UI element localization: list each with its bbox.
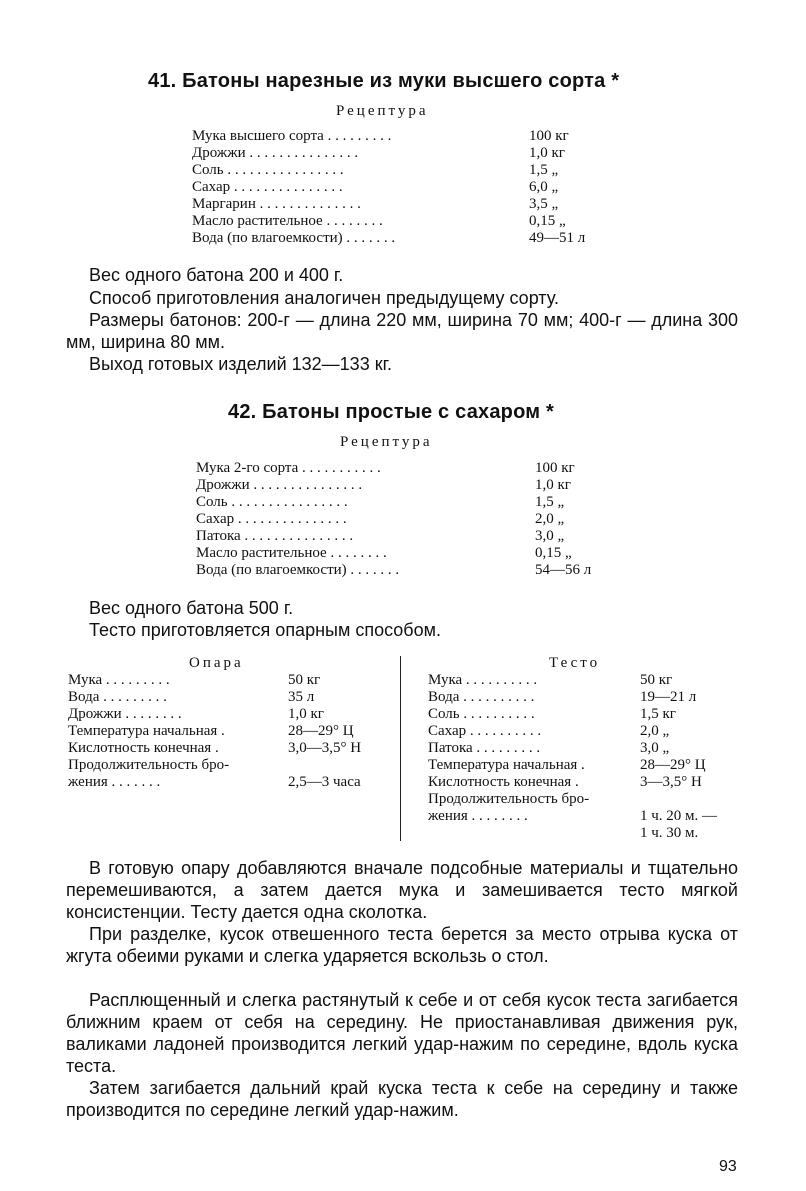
- ingredient-name: Вода (по влагоемкости) . . . . . . .: [196, 562, 400, 578]
- ingredient-quantity: 6,0 „: [529, 179, 559, 195]
- ingredient-quantity: 35 л: [288, 689, 315, 705]
- ingredient-name: Соль . . . . . . . . . .: [428, 706, 535, 722]
- ingredient-name: жения . . . . . . . .: [428, 808, 528, 824]
- ingredient-name: Соль . . . . . . . . . . . . . . . .: [196, 494, 348, 510]
- page-number: 93: [719, 1158, 737, 1175]
- ingredient-quantity: 2,5—3 часа: [288, 774, 361, 790]
- ingredient-name: Масло растительное . . . . . . . .: [192, 213, 383, 229]
- recipe-41-title: 41. Батоны нарезные из муки высшего сорта *: [148, 70, 620, 92]
- ingredient-name: Мука . . . . . . . . . .: [428, 672, 538, 688]
- ingredient-name: Соль . . . . . . . . . . . . . . . .: [192, 162, 344, 178]
- ingredient-name: Сахар . . . . . . . . . . . . . . .: [192, 179, 343, 195]
- ingredient-quantity: 3,0—3,5° Н: [288, 740, 362, 756]
- ingredient-quantity: 1,5 „: [535, 494, 565, 510]
- ingredient-quantity: 49—51 л: [529, 230, 586, 246]
- ingredient-name: Продолжительность бро-: [68, 757, 230, 773]
- column-divider: [400, 656, 401, 841]
- ingredient-name: Продолжительность бро-: [428, 791, 590, 807]
- ingredient-quantity: 0,15 „: [535, 545, 572, 561]
- ingredient-quantity: 19—21 л: [640, 689, 697, 705]
- recipe-42-title: 42. Батоны простые с сахаром *: [228, 401, 554, 423]
- ingredient-name: Дрожжи . . . . . . . .: [68, 706, 182, 722]
- ingredient-name: жения . . . . . . .: [68, 774, 161, 790]
- ingredient-name: Патока . . . . . . . . .: [428, 740, 541, 756]
- ingredient-name: Температура начальная .: [428, 757, 585, 773]
- ingredient-name: Мука высшего сорта . . . . . . . . .: [192, 128, 392, 144]
- ingredient-quantity: 50 кг: [288, 672, 321, 688]
- ingredient-quantity: 0,15 „: [529, 213, 566, 229]
- ingredient-name: Вода . . . . . . . . .: [68, 689, 167, 705]
- recipe-41-weight: Вес одного батона 200 и 400 г.: [89, 265, 344, 285]
- ingredient-name: Масло растительное . . . . . . . .: [196, 545, 387, 561]
- ingredient-name: Сахар . . . . . . . . . . . . . . .: [196, 511, 347, 527]
- ingredient-quantity: 100 кг: [529, 128, 569, 144]
- ingredient-quantity: 3—3,5° Н: [640, 774, 702, 790]
- ingredient-quantity: 54—56 л: [535, 562, 592, 578]
- ingredient-quantity: 28—29° Ц: [640, 757, 706, 773]
- ingredient-name: Мука 2-го сорта . . . . . . . . . . .: [196, 460, 381, 476]
- ingredient-quantity: 1,0 кг: [288, 706, 324, 722]
- body-paragraph-3: Расплющенный и слегка растянутый к себе и от себя кусок теста загибается ближним краем от себя на середину. Не приостанавливая движения рук, валиками ладоней производится легкий удар-нажим по середине, вдоль куска теста.: [66, 990, 738, 1076]
- body-paragraph-2: При разделке, кусок отвешенного теста берется за место отрыва куска от жгута обеими руками и слегка ударяется вскользь о стол.: [66, 924, 738, 966]
- recipe-41-yield: Выход готовых изделий 132—133 кг.: [89, 354, 392, 374]
- ingredient-name: Кислотность конечная .: [68, 740, 219, 756]
- ingredient-quantity: 1,0 кг: [529, 145, 565, 161]
- ingredient-name: Патока . . . . . . . . . . . . . . .: [196, 528, 354, 544]
- ingredient-quantity: 1 ч. 20 м. —: [640, 808, 718, 824]
- testo-heading: Тесто: [549, 655, 601, 671]
- ingredient-name: Дрожжи . . . . . . . . . . . . . . .: [192, 145, 359, 161]
- ingredient-name: Дрожжи . . . . . . . . . . . . . . .: [196, 477, 363, 493]
- recipe-42-weight: Вес одного батона 500 г.: [89, 598, 294, 618]
- ingredient-quantity: 1 ч. 30 м.: [640, 825, 699, 841]
- ingredient-quantity: 1,5 „: [529, 162, 559, 178]
- ingredient-quantity: 3,0 „: [535, 528, 565, 544]
- ingredient-name: Мука . . . . . . . . .: [68, 672, 170, 688]
- opara-heading: Опара: [189, 655, 244, 671]
- ingredient-name: Кислотность конечная .: [428, 774, 579, 790]
- ingredient-quantity: 2,0 „: [535, 511, 565, 527]
- ingredient-name: Вода (по влагоемкости) . . . . . . .: [192, 230, 396, 246]
- recipe-41-sizes: Размеры батонов: 200-г — длина 220 мм, ширина 70 мм; 400-г — длина 300 мм, ширина 80 мм.: [66, 310, 738, 352]
- recipe-41-method: Способ приготовления аналогичен предыдущему сорту.: [89, 288, 559, 308]
- ingredient-name: Температура начальная .: [68, 723, 225, 739]
- ingredient-quantity: 50 кг: [640, 672, 673, 688]
- ingredient-quantity: 1,5 кг: [640, 706, 676, 722]
- ingredient-quantity: 3,5 „: [529, 196, 559, 212]
- ingredient-quantity: 2,0 „: [640, 723, 670, 739]
- ingredient-name: Вода . . . . . . . . . .: [428, 689, 535, 705]
- ingredient-name: Сахар . . . . . . . . . .: [428, 723, 542, 739]
- body-paragraph-4: Затем загибается дальний край куска теста к себе на середину и также производится по середине легкий удар-нажим.: [66, 1078, 738, 1120]
- ingredient-quantity: 1,0 кг: [535, 477, 571, 493]
- recipe-42-method: Тесто приготовляется опарным способом.: [89, 620, 442, 640]
- ingredient-name: Маргарин . . . . . . . . . . . . . .: [192, 196, 361, 212]
- body-paragraph-1: В готовую опару добавляются вначале подсобные материалы и тщательно перемешиваются, а затем дается мука и замешивается тесто мягкой консистенции. Тесту дается одна сколотка.: [66, 858, 738, 922]
- ingredient-quantity: 28—29° Ц: [288, 723, 354, 739]
- ingredient-quantity: 100 кг: [535, 460, 575, 476]
- recipe-41-subtitle: Рецептура: [336, 103, 429, 119]
- recipe-42-subtitle: Рецептура: [340, 434, 433, 450]
- ingredient-quantity: 3,0 „: [640, 740, 670, 756]
